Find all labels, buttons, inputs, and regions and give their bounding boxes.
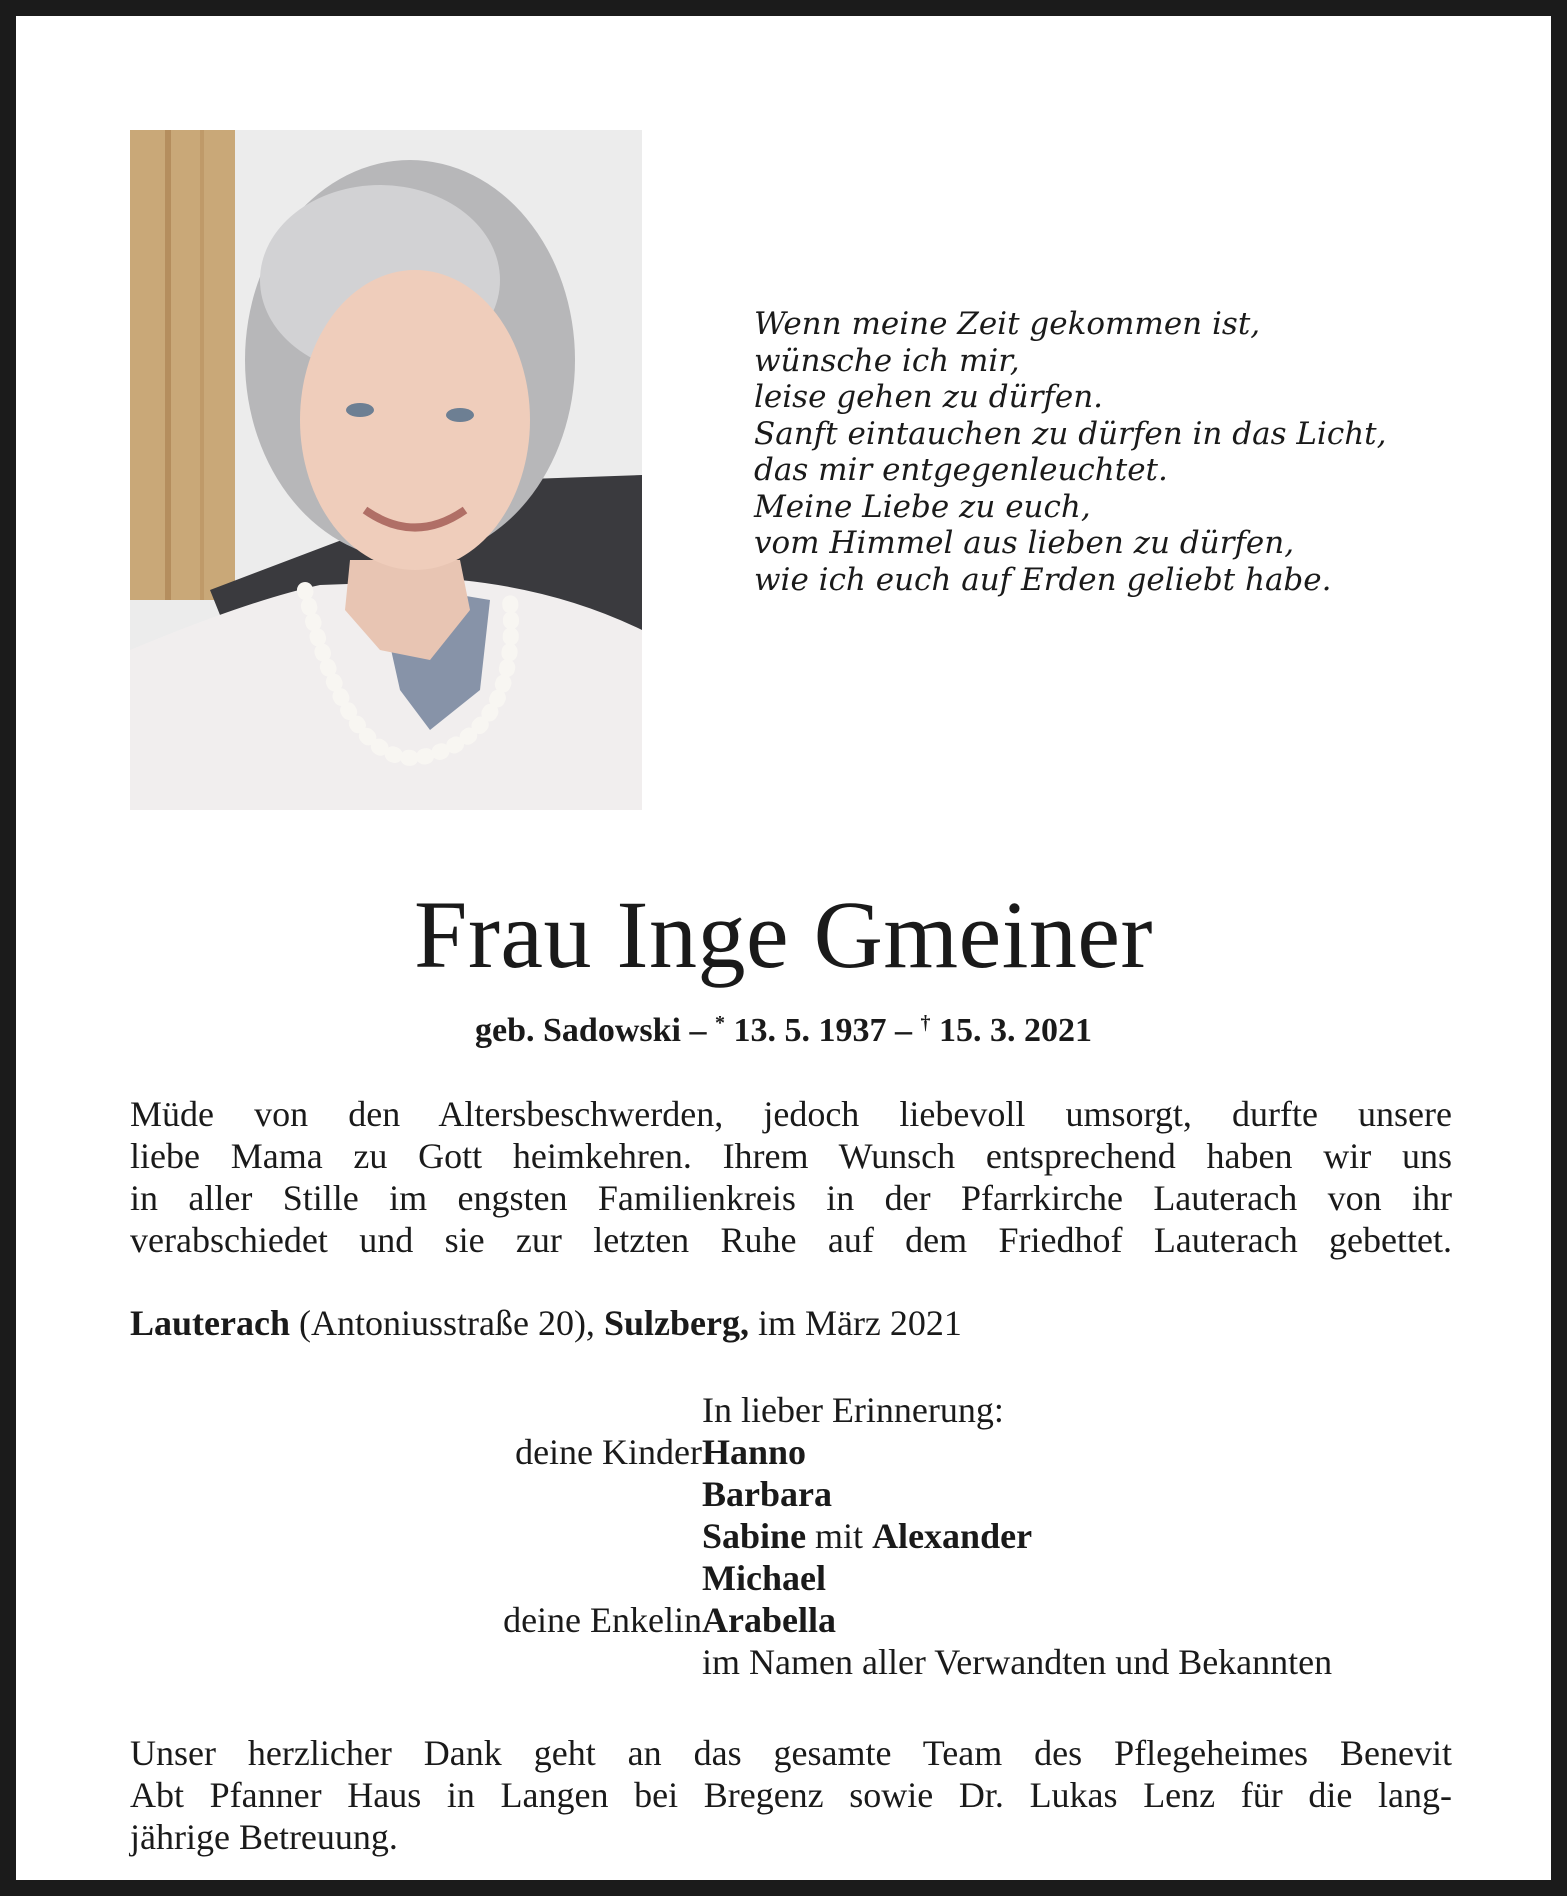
portrait-photo (130, 130, 642, 810)
thanks-paragraph (130, 1732, 1452, 1858)
intro-paragraph (130, 1093, 1452, 1261)
poem-line: das mir entgegenleuchtet. (754, 452, 1168, 488)
maiden-name: geb. Sadowski (475, 1012, 681, 1049)
children-row (16, 1431, 1567, 1473)
mourners-list (16, 1389, 1567, 1683)
memory-heading: In lieber Erinnerung: (702, 1390, 1004, 1430)
child-with-partner (702, 1515, 1032, 1557)
children-label: deine Kinder (515, 1432, 702, 1472)
intro-line: Müde von den Altersbeschwerden, jedoch liebevoll umsorgt, durfte unsere (130, 1094, 1452, 1134)
death-date: 15. 3. 2021 (930, 1012, 1092, 1049)
poem-line: vom Himmel aus lieben zu dürfen, (754, 525, 1295, 561)
poem-line: Sanft eintauchen zu dürfen in das Licht, (754, 415, 1387, 452)
children-row (16, 1557, 1567, 1599)
grandchildren-row (16, 1599, 1567, 1641)
birth-symbol: * (714, 1012, 725, 1034)
poem (754, 306, 1386, 598)
place-sulzberg: Sulzberg, (603, 1303, 749, 1343)
child-name: Sabine (702, 1516, 807, 1556)
intro-line: liebe Mama zu Gott heimkehren. Ihrem Wunsch entsprechend haben wir uns (130, 1136, 1452, 1176)
date: im März 2021 (748, 1303, 962, 1343)
life-dates (16, 1003, 1551, 1051)
grandchildren-label: deine Enkelin (503, 1600, 702, 1640)
child-name: Michael (702, 1558, 826, 1598)
relatives-row (16, 1641, 1567, 1683)
poem-line: Wenn meine Zeit gekommen ist, (754, 306, 1261, 342)
partner-name: Alexander (872, 1516, 1033, 1556)
birth-date: 13. 5. 1937 (724, 1012, 887, 1049)
intro-line: verabschiedet und sie zur letzten Ruhe auf dem Friedhof Lauterach gebettet. (130, 1220, 1452, 1260)
poem-line: leise gehen zu dürfen. (754, 379, 1104, 415)
intro-line: in aller Stille im engsten Familienkreis in der Pfarrkirche Lauterach von ihr (130, 1178, 1452, 1218)
separator: – (886, 1012, 921, 1049)
poem-line: wie ich euch auf Erden geliebt habe. (754, 561, 1332, 598)
poem-line: wünsche ich mir, (754, 342, 1020, 379)
grandchild-name: Arabella (702, 1600, 836, 1640)
separator: – (680, 1012, 715, 1049)
conjunction: mit (806, 1516, 873, 1556)
memory-heading-row (16, 1389, 1567, 1431)
relatives-text: im Namen aller Verwandten und Bekannten (702, 1642, 1333, 1682)
location-line (130, 1302, 962, 1344)
children-row (16, 1515, 1567, 1557)
portrait-image (130, 130, 642, 810)
place-lauterach: Lauterach (130, 1303, 290, 1343)
poem-line: Meine Liebe zu euch, (754, 488, 1091, 525)
child-name: Hanno (702, 1432, 807, 1472)
thanks-line: Unser herzlicher Dank geht an das gesamte Team des Pflegeheimes Benevit (130, 1733, 1452, 1773)
thanks-line: jährige Betreuung. (130, 1817, 398, 1857)
address: (Antoniusstraße 20), (289, 1303, 604, 1343)
death-symbol: † (920, 1012, 931, 1034)
thanks-line: Abt Pfanner Haus in Langen bei Bregenz sowie Dr. Lukas Lenz für die lang- (130, 1775, 1452, 1815)
children-row (16, 1473, 1567, 1515)
child-name: Barbara (702, 1474, 832, 1514)
deceased-name: Frau Inge Gmeiner (414, 881, 1153, 988)
